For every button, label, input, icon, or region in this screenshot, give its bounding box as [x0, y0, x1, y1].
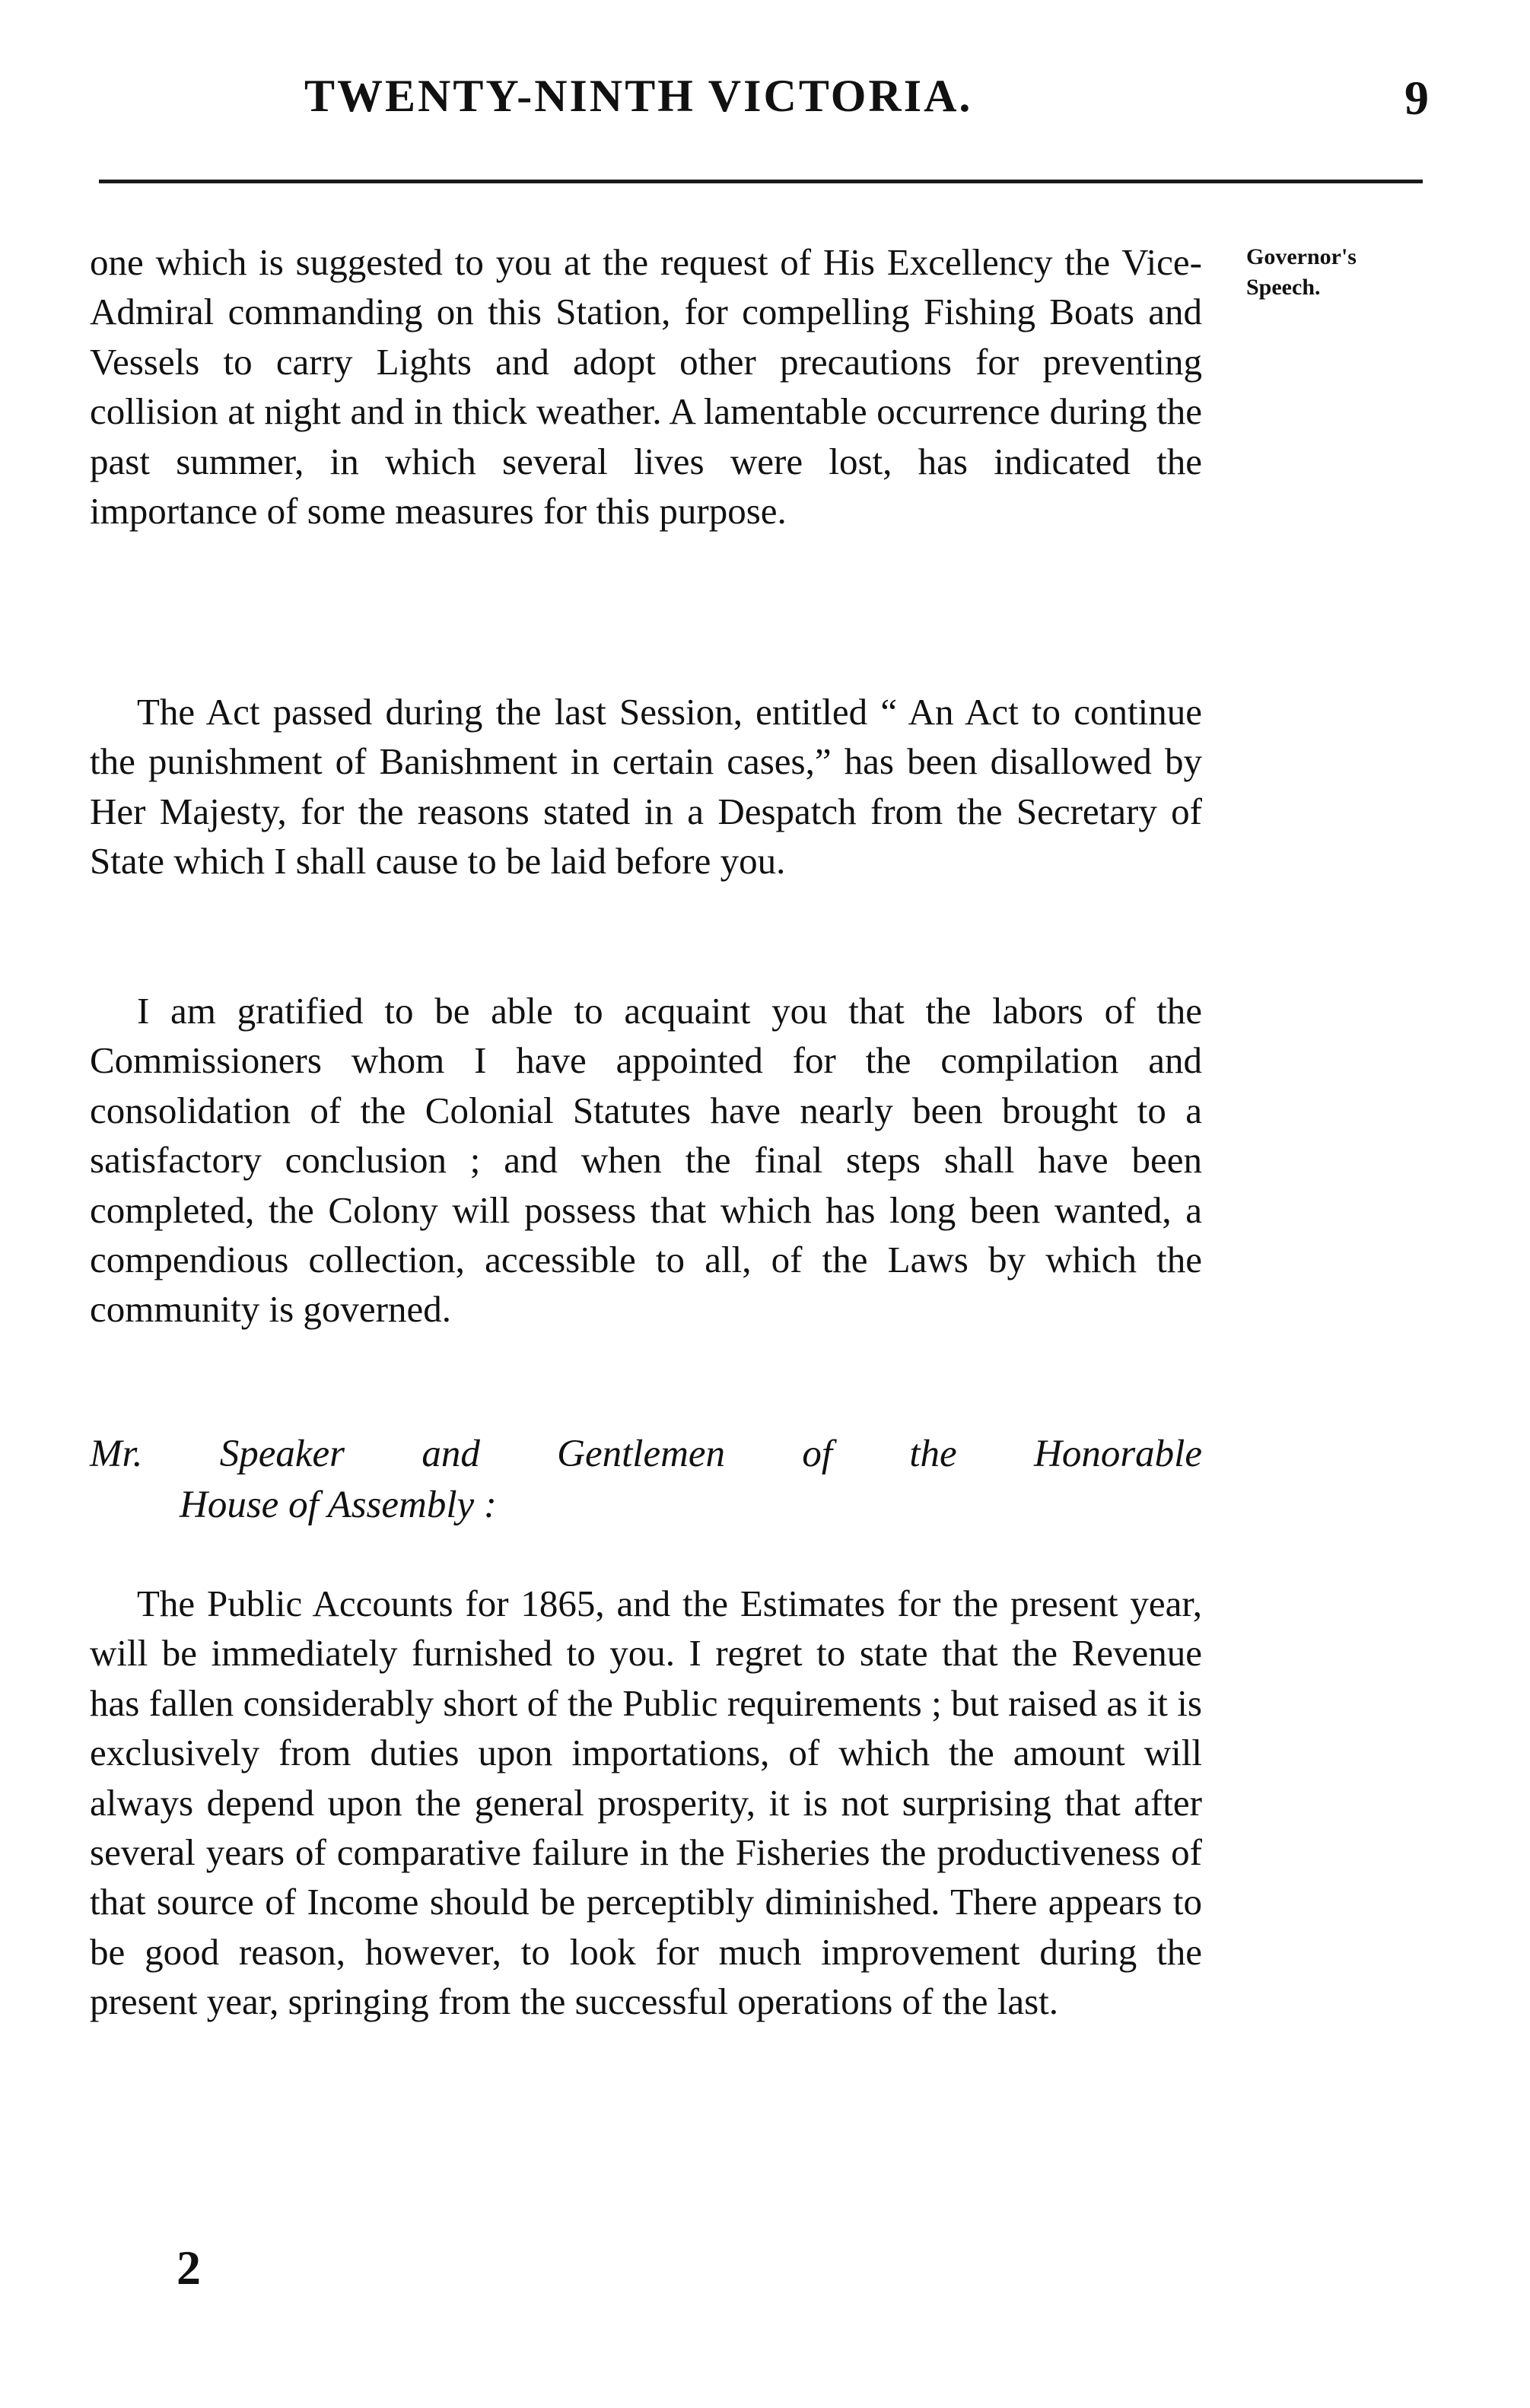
paragraph-banishment-act: The Act passed during the last Session, entitled “ An Act to continue the punishment of Banishment in certain cases,” has been disallowed by Her Majesty, for the reasons stated in a Despatch from the Secretary of State which I shall cause to be laid before you.	[90, 691, 1202, 883]
paragraph-public-accounts: The Public Accounts for 1865, and the Estimates for the present year, will be immediately furnished to you. I regret to state that the Revenue has fallen considerably short of the Public requirements ; but raised as it is exclusively from duties upon importations, of which the amount will always depend upon the general prosperity, it is not surprising that after several years of comparative failure in the Fisheries the productiveness of that source of Income should be perceptibly diminished. There appears to be good reason, however, to look for much improvement during the present year, springing from the successful operations of the last.	[90, 1583, 1202, 2023]
address-line-1: Mr. Speaker and Gentlemen of the Honorable	[90, 1433, 1202, 1475]
paragraph-colonial-statutes: I am gratified to be able to acquaint you that the labors of the Commissioners whom I have appointed for the compilation and consolidation of the Colonial Statutes have nearly been brought to a satisfactory conclusion ; and when the final steps shall have been completed, the Colony will possess that which has long been wanted, a compendious collection, accessible to all, of the Laws by which the community is governed.	[90, 990, 1202, 1331]
signature-mark: 2	[177, 2241, 201, 2295]
header-rule	[99, 180, 1423, 183]
running-head-title: TWENTY-NINTH VICTORIA.	[304, 71, 973, 121]
margin-note: Governor's Speech.	[1246, 244, 1357, 300]
address-line-2: House of Assembly :	[180, 1484, 497, 1526]
paragraph-vessel-lights: one which is suggested to you at the request of His Excellency the Vice-Admiral commanding on this Station, for compelling Fishing Boats and Vessels to carry Lights and adopt other precautions for preventing collision at night and in thick weather. A lamentable occurrence during the past summer, in which several lives were lost, has indicated the importance of some measures for this purpose.	[90, 241, 1202, 533]
page-number: 9	[1404, 71, 1429, 125]
address-heading	[90, 1429, 1202, 1531]
